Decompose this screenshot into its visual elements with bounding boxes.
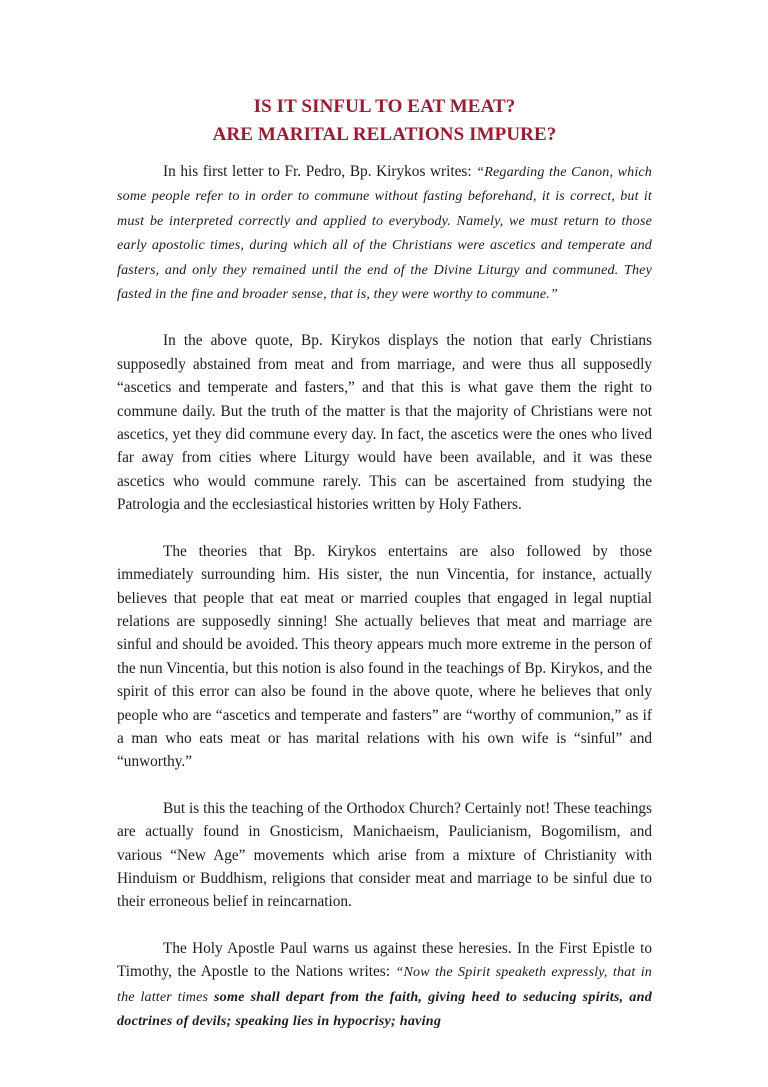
title-line-2: ARE MARITAL RELATIONS IMPURE? xyxy=(212,124,557,145)
paragraph-4: But is this the teaching of the Orthodox Church? Certainly not! These teachings are actually found in Gnosticism, Manichaeism, Paulicianism, Bogomilism, and various “New Age” movements which arise from a mixture of Christianity with Hinduism or Buddhism, religions that consider meat and marriage to be sinful due to their erroneous belief in reincarnation. xyxy=(117,799,652,911)
paragraph-1-quote: “Regarding the Canon, which some people refer to in order to commune without fasting beforehand, it is correct, but it must be interpreted correctly and applied to everybody. Namely, we must return to those early apostolic times, during which all of the Christians were ascetics and temperate and fasters, and only they remained until the end of the Divine Liturgy and communed. They fasted in the fine and broader sense, that is, they were worthy to commune.” xyxy=(117,164,652,303)
paragraph-3: The theories that Bp. Kirykos entertains are also followed by those immediately surrounding him. His sister, the nun Vincentia, for instance, actually believes that people that eat meat or married couples that engaged in legal nuptial relations are supposedly sinning! She actually believes that meat and marriage are sinful and should be avoided. This theory appears much more extreme in the person of the nun Vincentia, but this notion is also found in the teachings of Bp. Kirykos, and the spirit of this error can also be found in the above quote, where he believes that only people who are “ascetics and temperate and fasters” are “worthy of communion,” as if a man who eats meat or has marital relations with his own wife is “sinful” and “unworthy.” xyxy=(117,542,652,771)
paragraph-5-lead: The Holy Apostle Paul warns us against these heresies. In the First Epistle to Timothy, the Apostle to the Nations writes: xyxy=(117,939,652,981)
paragraph-1-lead: In his first letter to Fr. Pedro, Bp. Kirykos writes: xyxy=(163,163,477,180)
paragraph-1 xyxy=(117,160,652,306)
paragraph-5-quote-bold: some shall depart from the faith, giving heed to seducing spirits, and doctrines of devils; speaking lies in hypocrisy; having xyxy=(117,988,652,1029)
title-line-1: IS IT SINFUL TO EAT MEAT? xyxy=(253,96,516,117)
page-title xyxy=(117,93,652,149)
paragraph-2: In the above quote, Bp. Kirykos displays the notion that early Christians supposedly abstained from meat and from marriage, and were thus all supposedly “ascetics and temperate and fasters,” and that this is what gave them the right to commune daily. But the truth of the matter is that the majority of Christians were not ascetics, yet they did commune every day. In fact, the ascetics were the ones who lived far away from cities where Liturgy would have been available, and it was these ascetics who would commune rarely. This can be ascertained from studying the Patrologia and the ecclesiastical histories written by Holy Fathers. xyxy=(117,332,652,514)
paragraph-5 xyxy=(117,937,652,1034)
document-page xyxy=(117,93,652,1033)
paragraph-5-quote: “Now the Spirit speaketh expressly, that in the latter times xyxy=(117,964,652,1005)
